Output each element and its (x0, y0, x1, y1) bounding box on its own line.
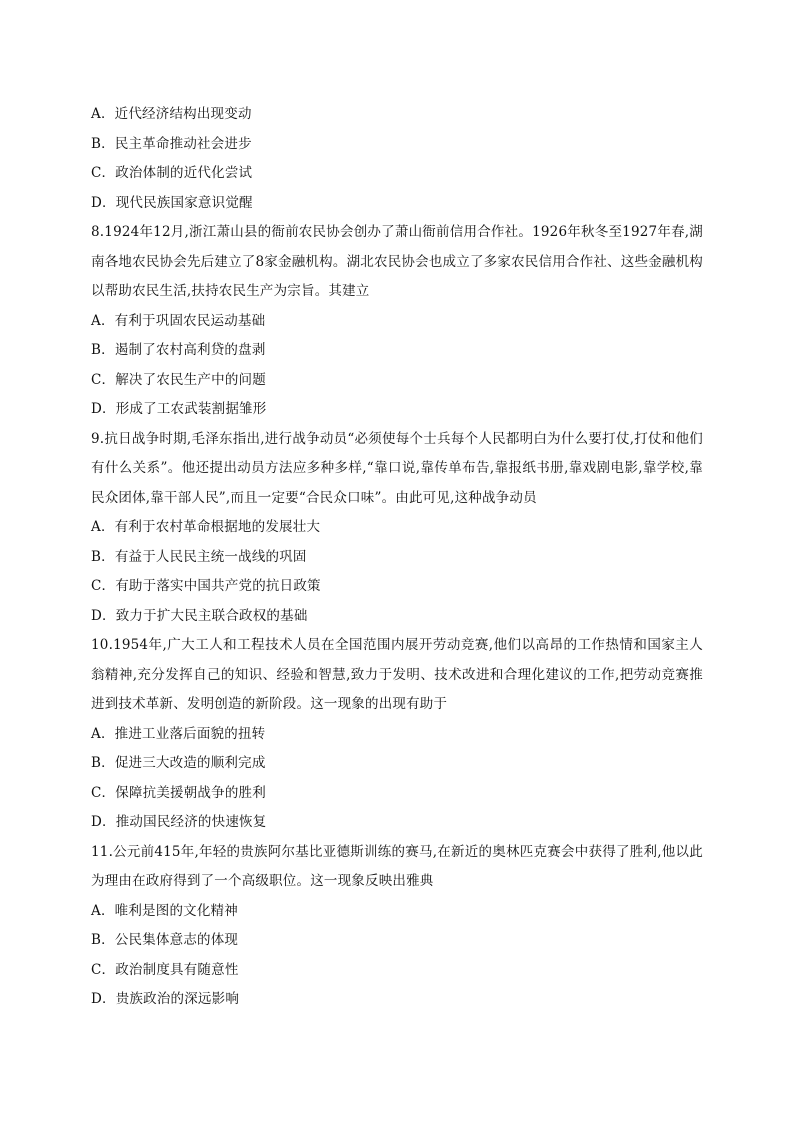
q9-option-c: C．有助于落实中国共产党的抗日政策 (91, 578, 321, 594)
q7-option-c: C．政治体制的近代化尝试 (91, 165, 253, 181)
q10-option-a: A．推进工业落后面貌的扭转 (91, 725, 266, 742)
q9-stem: 9.抗日战争时期,毛泽东指出,进行战争动员“必须使每个士兵每个人民都明白为什么要打仗,打仗和他们有什么关系”。他还提出动员方法应多种多样,“靠口说,靠传单布告,靠报纸书册,靠戏剧电影,靠学校,靠民众团体,靠干部人民”,而且一定要“合民众口味”。由此可见,这种战争动员 (91, 430, 703, 506)
q10-option-b: B．促进三大改造的顺利完成 (91, 755, 266, 771)
q8-option-b: B．遏制了农村高利贷的盘剥 (91, 342, 266, 358)
q11-option-d: D．贵族政治的深远影响 (91, 991, 240, 1007)
question-8 (91, 218, 703, 425)
q11-option-a: A．唯利是图的文化精神 (91, 902, 238, 919)
q10-option-d: D．推动国民经济的快速恢复 (91, 814, 267, 830)
q7-option-b: B．民主革命推动社会进步 (91, 135, 252, 152)
q7-option-a: A．近代经济结构出现变动 (91, 106, 252, 122)
q10-stem: 10.1954年,广大工人和工程技术人员在全国范围内展开劳动竞赛,他们以高昂的工作热情和国家主人翁精神,充分发挥自己的知识、经验和智慧,致力于发明、技术改进和合理化建议的工作,把劳动竞赛推进到技术革新、发明创造的新阶段。这一现象的出现有助于 (91, 637, 703, 712)
q8-stem: 8.1924年12月,浙江萧山县的衙前农民协会创办了萧山衙前信用合作社。1926年秋冬至1927年春,湖南各地农民协会先后建立了8家金融机构。湖北农民协会也成立了多家农民信用合作社、这些金融机构以帮助农民生活,扶持农民生产为宗旨。其建立 (91, 224, 703, 299)
question-10 (91, 631, 703, 838)
question-7-options (91, 100, 703, 218)
question-content (91, 100, 703, 1015)
q8-option-a: A．有利于巩固农民运动基础 (91, 312, 266, 329)
q10-option-c: C．保障抗美援朝战争的胜利 (91, 784, 266, 801)
q11-option-b: B．公民集体意志的体现 (91, 932, 239, 948)
q11-option-c: C．政治制度具有随意性 (91, 961, 239, 978)
q8-option-d: D．形成了工农武装割据雏形 (91, 401, 267, 417)
q7-option-d: D．现代民族国家意识觉醒 (91, 194, 253, 211)
q9-option-d: D．致力于扩大民主联合政权的基础 (91, 607, 308, 624)
q9-option-a: A．有利于农村革命根据地的发展壮大 (91, 519, 321, 535)
q8-option-c: C．解决了农民生产中的问题 (91, 371, 266, 388)
question-11 (91, 838, 703, 1015)
q11-stem: 11.公元前415年,年轻的贵族阿尔基比亚德斯训练的赛马,在新近的奥林匹克赛会中获得了胜利,他以此为理由在政府得到了一个高级职位。这一现象反映出雅典 (91, 843, 703, 889)
q9-option-b: B．有益于人民民主统一战线的巩固 (91, 548, 307, 565)
question-9 (91, 425, 703, 632)
